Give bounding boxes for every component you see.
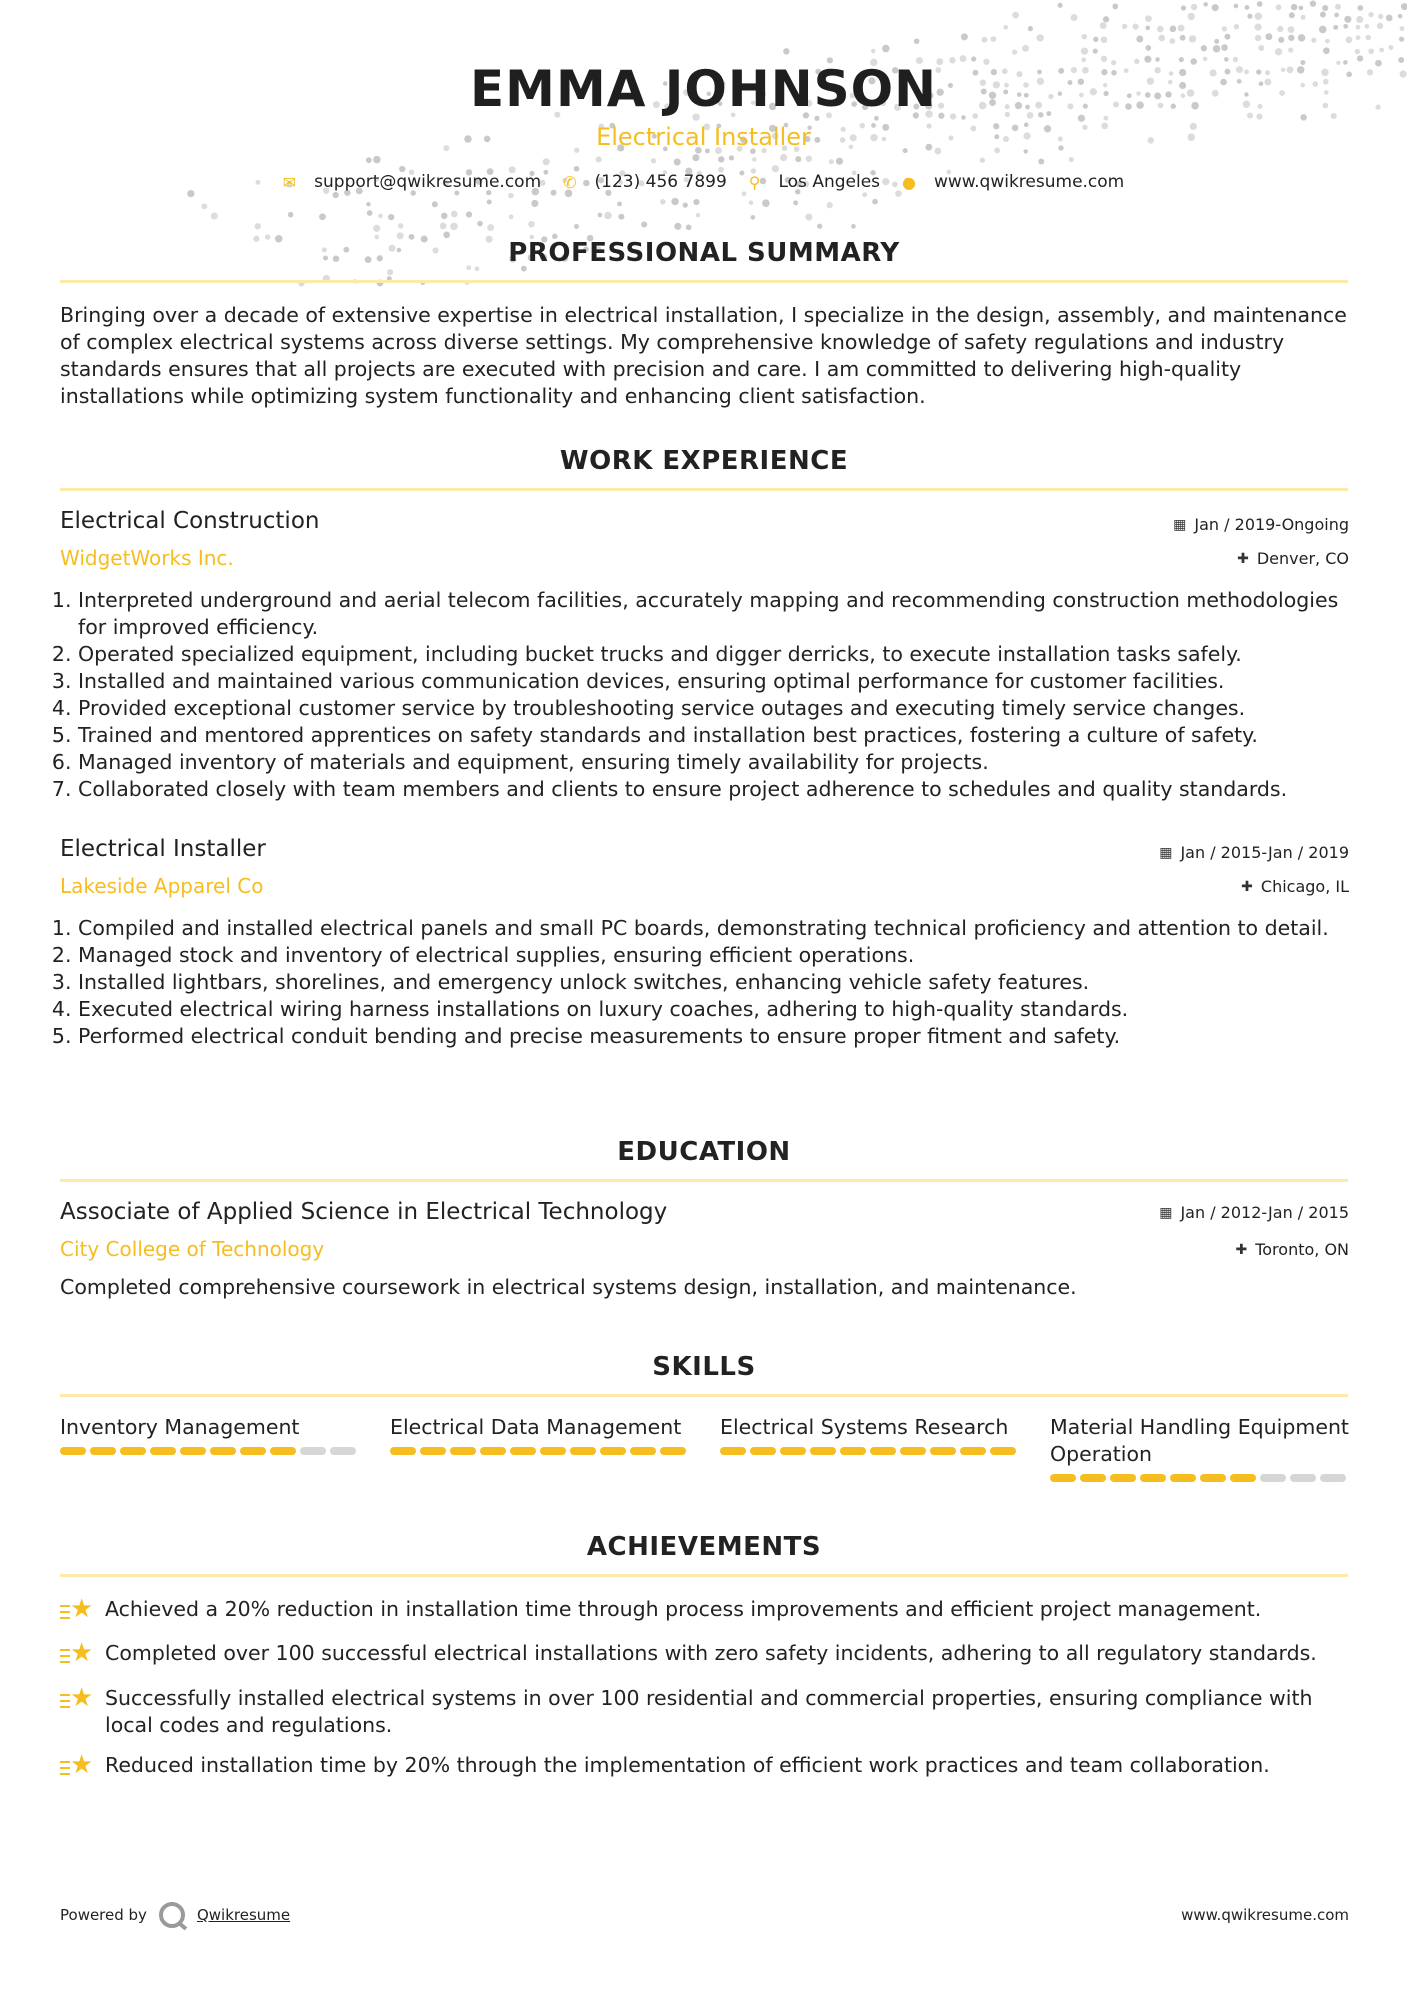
skill-level-segment (60, 1447, 86, 1455)
decorative-dot (660, 199, 666, 205)
education-location (1235, 1240, 1349, 1259)
decorative-dot (696, 213, 700, 217)
decorative-dot (1335, 4, 1341, 10)
decorative-dot (1278, 37, 1284, 43)
job-company: WidgetWorks Inc. (60, 546, 234, 570)
decorative-dot (440, 223, 447, 230)
decorative-dot (1012, 12, 1019, 19)
skill-item (390, 1414, 690, 1482)
skill-level-segment (1050, 1474, 1076, 1482)
decorative-dot (1181, 5, 1186, 10)
job-bullets (60, 587, 1368, 803)
skill-name: Inventory Management (60, 1415, 300, 1439)
candidate-role: Electrical Installer (596, 123, 811, 151)
skill-name: Electrical Systems Research (720, 1415, 1009, 1439)
contact-email-text: support@qwikresume.com (314, 172, 542, 192)
skill-level-bar (60, 1447, 360, 1455)
skill-level-segment (780, 1447, 806, 1455)
summary-text: Bringing over a decade of extensive expertise in electrical installation, I specialize in the design, assembly, and maintenance of complex electrical systems across diverse settings. My comprehensive knowledge of safety regulations and industry standards ensures that all projects are executed with precision and care. I am committed to delivering high-quality installations while optimizing system functionality and enhancing client satisfaction. (60, 303, 1347, 408)
skill-level-segment (930, 1447, 956, 1455)
decorative-dot (749, 200, 754, 205)
decorative-dot (1299, 6, 1304, 11)
decorative-dot (1225, 34, 1231, 40)
decorative-dot (1289, 12, 1295, 18)
decorative-dot (1356, 35, 1361, 40)
contact-location (749, 172, 880, 192)
decorative-dot (1214, 39, 1219, 44)
decorative-dot (487, 224, 494, 231)
decorative-dot (1276, 4, 1282, 10)
calendar-icon: ▦ (1159, 844, 1173, 861)
skill-level-segment (1260, 1474, 1286, 1482)
skill-level-segment (840, 1447, 866, 1455)
decorative-dot (1343, 24, 1348, 29)
decorative-dot (466, 211, 472, 217)
skill-level-segment (750, 1447, 776, 1455)
decorative-dot (1356, 25, 1361, 30)
decorative-dot (477, 221, 483, 227)
education-location-text: Toronto, ON (1255, 1240, 1349, 1259)
achievement-item (60, 1596, 1350, 1623)
decorative-dot (1255, 35, 1261, 41)
decorative-dot (1323, 47, 1330, 54)
skill-level-segment (540, 1447, 566, 1455)
decorative-dot (1170, 26, 1177, 33)
skill-level-segment (390, 1447, 416, 1455)
contact-phone[interactable] (563, 172, 727, 192)
decorative-dot (686, 224, 692, 230)
list-item: 2. Operated specialized equipment, including bucket trucks and digger derricks, to execute installation tasks safely. (78, 641, 1368, 668)
decorative-dot (574, 224, 579, 229)
section-title-summary: PROFESSIONAL SUMMARY (60, 238, 1348, 283)
decorative-dot (1100, 22, 1107, 29)
decorative-dot (751, 215, 756, 220)
decorative-dot (432, 201, 438, 207)
decorative-dot (1180, 35, 1186, 41)
decorative-dot (604, 212, 611, 219)
pushpin-icon: ✚ (1241, 878, 1253, 895)
skill-level-segment (1200, 1474, 1226, 1482)
footer-powered-by (60, 1902, 290, 1928)
decorative-dot (288, 212, 294, 218)
skill-level-segment (210, 1447, 236, 1455)
section-title-achievements: ACHIEVEMENTS (60, 1532, 1348, 1577)
list-item: 2. Managed stock and inventory of electrical supplies, ensuring efficient operations. (78, 942, 1368, 969)
decorative-dot (1319, 26, 1327, 34)
skill-level-segment (870, 1447, 896, 1455)
decorative-dot (1322, 5, 1328, 11)
decorative-dot (882, 45, 890, 53)
qwikresume-logo-icon (159, 1902, 185, 1928)
footer-website-link[interactable]: www.qwikresume.com (1181, 1906, 1349, 1924)
calendar-icon: ▦ (1173, 516, 1187, 533)
decorative-dot (528, 221, 534, 227)
decorative-dot (366, 202, 370, 206)
job-dates (1159, 843, 1349, 862)
skill-level-segment (810, 1447, 836, 1455)
decorative-dot (1093, 37, 1098, 42)
decorative-dot (531, 200, 538, 207)
section-title-experience: WORK EXPERIENCE (60, 446, 1348, 491)
decorative-dot (793, 200, 798, 205)
job-location-text: Chicago, IL (1260, 877, 1349, 896)
education-dates-text: Jan / 2012-Jan / 2015 (1180, 1203, 1349, 1222)
decorative-dot (1133, 24, 1139, 30)
decorative-dot (783, 48, 789, 54)
skill-level-segment (510, 1447, 536, 1455)
contact-bar (0, 172, 1407, 192)
education-school: City College of Technology (60, 1237, 325, 1261)
decorative-dot (1366, 35, 1371, 40)
job-dates-text: Jan / 2019-Ongoing (1194, 515, 1349, 534)
decorative-dot (1170, 38, 1176, 44)
skill-level-segment (900, 1447, 926, 1455)
skill-level-segment (960, 1447, 986, 1455)
star-icon: ★ (60, 1685, 105, 1739)
pushpin-icon: ✚ (1235, 1241, 1248, 1258)
skill-level-segment (1140, 1474, 1166, 1482)
skill-level-segment (720, 1447, 746, 1455)
decorative-dot (255, 223, 261, 229)
contact-email[interactable] (283, 172, 541, 192)
decorative-dot (1145, 26, 1150, 31)
skill-level-segment (600, 1447, 626, 1455)
decorative-dot (961, 33, 968, 40)
skill-level-segment (630, 1447, 656, 1455)
skill-level-segment (240, 1447, 266, 1455)
skill-level-segment (180, 1447, 206, 1455)
decorative-dot (1400, 26, 1405, 31)
skill-level-segment (1230, 1474, 1256, 1482)
achievement-text: Reduced installation time by 20% through the implementation of efficient work practices and team collaboration. (105, 1753, 1270, 1777)
decorative-dot (1310, 0, 1316, 6)
decorative-dot (1388, 45, 1393, 50)
decorative-dot (1028, 26, 1033, 31)
skill-level-segment (450, 1447, 476, 1455)
decorative-dot (441, 213, 447, 219)
decorative-dot (1346, 37, 1353, 44)
decorative-dot (1333, 25, 1338, 30)
skill-level-bar (390, 1447, 690, 1455)
decorative-dot (1058, 3, 1063, 8)
decorative-dot (1136, 36, 1143, 43)
list-item: 1. Compiled and installed electrical panels and small PC boards, demonstrating technical proficiency and attention to detail. (78, 915, 1368, 942)
education-dates (1159, 1203, 1349, 1222)
skill-level-segment (1080, 1474, 1106, 1482)
decorative-dot (1368, 12, 1373, 17)
decorative-dot (1365, 24, 1370, 29)
decorative-dot (1189, 35, 1196, 42)
skill-level-segment (150, 1447, 176, 1455)
decorative-dot (1301, 15, 1306, 20)
qwikresume-link[interactable]: Qwikresume (196, 1906, 291, 1924)
decorative-dot (1275, 48, 1282, 55)
decorative-dot (1082, 34, 1088, 40)
decorative-dot (674, 223, 681, 230)
decorative-dot (1398, 14, 1403, 19)
decorative-dot (1378, 14, 1383, 19)
skill-level-bar (720, 1447, 1020, 1455)
job-location (1237, 549, 1349, 568)
decorative-dot (683, 202, 688, 207)
decorative-dot (1157, 26, 1164, 33)
section-title-skills: SKILLS (60, 1352, 1348, 1397)
decorative-dot (742, 191, 747, 196)
decorative-dot (1103, 16, 1109, 22)
decorative-dot (872, 199, 878, 205)
achievement-text: Successfully installed electrical systems in over 100 residential and commercial properties, ensuring compliance with local codes and regulations. (105, 1686, 1313, 1737)
contact-phone-text: (123) 456 7899 (594, 172, 727, 192)
list-item: 5. Trained and mentored apprentices on safety standards and installation best practices, fostering a culture of safety. (78, 722, 1368, 749)
education-description: Completed comprehensive coursework in electrical systems design, installation, and maintenance. (60, 1275, 1077, 1299)
decorative-dot (1298, 34, 1305, 41)
decorative-dot (1334, 13, 1339, 18)
skill-level-segment (480, 1447, 506, 1455)
decorative-dot (1112, 4, 1118, 10)
achievement-item (60, 1752, 1350, 1779)
decorative-dot (333, 192, 339, 198)
decorative-dot (1356, 16, 1363, 23)
decorative-dot (1247, 14, 1252, 19)
decorative-dot (1191, 4, 1198, 11)
phone-icon: ✆ (563, 172, 577, 192)
job-company: Lakeside Apparel Co (60, 874, 264, 898)
pushpin-icon: ✚ (1237, 550, 1249, 567)
decorative-dot (1093, 49, 1098, 54)
decorative-dot (1071, 14, 1078, 21)
list-item: 6. Managed inventory of materials and equipment, ensuring timely availability for projects. (78, 749, 1368, 776)
decorative-dot (1245, 5, 1250, 10)
decorative-dot (862, 192, 867, 197)
decorative-dot (1255, 24, 1262, 31)
decorative-dot (1178, 25, 1185, 32)
skills-grid (60, 1414, 1350, 1482)
decorative-dot (1081, 48, 1088, 55)
list-item: 3. Installed and maintained various communication devices, ensuring optimal performance for customer facilities. (78, 668, 1368, 695)
decorative-dot (1212, 4, 1219, 11)
achievement-item (60, 1685, 1350, 1739)
decorative-dot (1355, 49, 1360, 54)
job-dates (1173, 515, 1349, 534)
job-title: Electrical Installer (60, 836, 266, 862)
decorative-dot (641, 221, 647, 227)
decorative-dot (487, 199, 492, 204)
skill-item (720, 1414, 1020, 1482)
job-location (1241, 877, 1349, 896)
candidate-name: EMMA JOHNSON (470, 60, 937, 118)
decorative-dot (509, 214, 514, 219)
decorative-dot (201, 203, 207, 209)
decorative-dot (1401, 3, 1407, 10)
decorative-dot (319, 213, 326, 220)
skill-level-segment (1320, 1474, 1346, 1482)
decorative-dot (1288, 26, 1295, 33)
section-title-education: EDUCATION (60, 1137, 1348, 1182)
decorative-dot (1222, 26, 1227, 31)
decorative-dot (1257, 1, 1263, 7)
decorative-dot (1234, 24, 1239, 29)
decorative-dot (508, 193, 514, 199)
job-dates-text: Jan / 2015-Jan / 2019 (1180, 843, 1349, 862)
education-degree: Associate of Applied Science in Electrical Technology (60, 1199, 668, 1225)
decorative-dot (914, 38, 920, 44)
list-item: 7. Collaborated closely with team members and clients to ensure project adherence to schedules and quality standards. (78, 776, 1368, 803)
skill-level-segment (300, 1447, 326, 1455)
decorative-dot (1201, 45, 1207, 51)
decorative-dot (451, 211, 458, 218)
decorative-dot (1213, 45, 1220, 52)
job-title: Electrical Construction (60, 508, 320, 534)
skill-level-segment (1170, 1474, 1196, 1482)
decorative-dot (450, 223, 458, 231)
decorative-dot (1122, 24, 1127, 29)
decorative-dot (1288, 47, 1293, 52)
decorative-dot (1258, 45, 1264, 51)
decorative-dot (1012, 50, 1017, 55)
skill-level-segment (120, 1447, 146, 1455)
decorative-dot (1188, 13, 1195, 20)
decorative-dot (762, 199, 770, 207)
decorative-dot (693, 199, 699, 205)
decorative-dot (398, 223, 403, 228)
achievement-text: Completed over 100 successful electrical installations with zero safety incidents, adhering to all regulatory standards. (105, 1641, 1317, 1665)
decorative-dot (1003, 25, 1008, 30)
decorative-dot (827, 202, 833, 208)
decorative-dot (1377, 23, 1383, 29)
calendar-icon: ▦ (1159, 1204, 1173, 1221)
decorative-dot (805, 213, 812, 220)
list-item: 4. Provided exceptional customer service by troubleshooting service outages and executing timely service changes. (78, 695, 1368, 722)
list-item: 5. Performed electrical conduit bending and precise measurements to ensure proper fitment and safety. (78, 1023, 1368, 1050)
list-item: 1. Interpreted underground and aerial telecom facilities, accurately mapping and recommending construction methodologies for improved efficiency. (78, 587, 1368, 641)
globe-icon: ● (902, 172, 916, 192)
skill-level-segment (90, 1447, 116, 1455)
skill-item (60, 1414, 360, 1482)
decorative-dot (1145, 15, 1152, 22)
decorative-dot (1145, 45, 1151, 51)
map-pin-icon: ⚲ (748, 172, 761, 192)
decorative-dot (618, 214, 624, 220)
decorative-dot (617, 202, 622, 207)
skill-level-segment (990, 1447, 1016, 1455)
star-icon: ★ (60, 1596, 105, 1623)
decorative-dot (1399, 37, 1404, 42)
achievement-item (60, 1640, 1350, 1667)
decorative-dot (991, 36, 997, 42)
decorative-dot (1357, 5, 1363, 11)
list-item: 4. Executed electrical wiring harness installations on luxury coaches, adhering to high-quality standards. (78, 996, 1368, 1023)
decorative-dot (671, 198, 678, 205)
achievement-text: Achieved a 20% reduction in installation time through process improvements and efficient project management. (105, 1597, 1262, 1621)
skill-level-segment (330, 1447, 356, 1455)
decorative-dot (1036, 34, 1043, 41)
decorative-dot (1325, 39, 1330, 44)
job-bullets (60, 915, 1368, 1050)
decorative-dot (211, 213, 218, 220)
decorative-dot (1368, 48, 1374, 54)
star-icon: ★ (60, 1640, 105, 1667)
decorative-dot (982, 37, 988, 43)
decorative-dot (817, 224, 822, 229)
envelope-icon: ✉ (282, 172, 297, 192)
skill-level-segment (660, 1447, 686, 1455)
skill-item (1050, 1414, 1350, 1482)
contact-location-text: Los Angeles (778, 172, 881, 192)
decorative-dot (1254, 12, 1262, 20)
decorative-dot (1311, 37, 1316, 42)
decorative-dot (367, 210, 373, 216)
decorative-dot (1234, 4, 1239, 9)
decorative-dot (1277, 26, 1283, 32)
decorative-dot (388, 214, 394, 220)
skill-level-segment (570, 1447, 596, 1455)
decorative-dot (1203, 2, 1208, 7)
skill-level-segment (270, 1447, 296, 1455)
job-location-text: Denver, CO (1256, 549, 1349, 568)
decorative-dot (598, 213, 603, 218)
skill-level-segment (1290, 1474, 1316, 1482)
decorative-dot (1379, 48, 1384, 53)
decorative-dot (378, 214, 383, 219)
decorative-dot (1291, 4, 1297, 10)
decorative-dot (1158, 35, 1165, 42)
contact-website[interactable] (902, 172, 1124, 192)
skill-level-segment (420, 1447, 446, 1455)
decorative-dot (1221, 44, 1228, 51)
decorative-dot (851, 224, 856, 229)
skill-name: Material Handling Equipment Operation (1050, 1415, 1349, 1466)
decorative-dot (373, 225, 380, 232)
decorative-dot (1320, 12, 1326, 18)
decorative-dot (1386, 15, 1393, 22)
resume-header (0, 58, 1407, 192)
contact-website-text: www.qwikresume.com (933, 172, 1125, 192)
decorative-dot (1344, 16, 1351, 23)
powered-by-label: Powered by (60, 1906, 147, 1924)
skill-name: Electrical Data Management (390, 1415, 682, 1439)
decorative-dot (1288, 35, 1294, 41)
star-icon: ★ (60, 1752, 105, 1779)
decorative-dot (1101, 36, 1108, 43)
list-item: 3. Installed lightbars, shorelines, and emergency unlock switches, enhancing vehicle safety features. (78, 969, 1368, 996)
decorative-dot (871, 49, 875, 53)
skill-level-bar (1050, 1474, 1350, 1482)
decorative-dot (1265, 33, 1272, 40)
skill-level-segment (1110, 1474, 1136, 1482)
decorative-dot (1022, 45, 1029, 52)
